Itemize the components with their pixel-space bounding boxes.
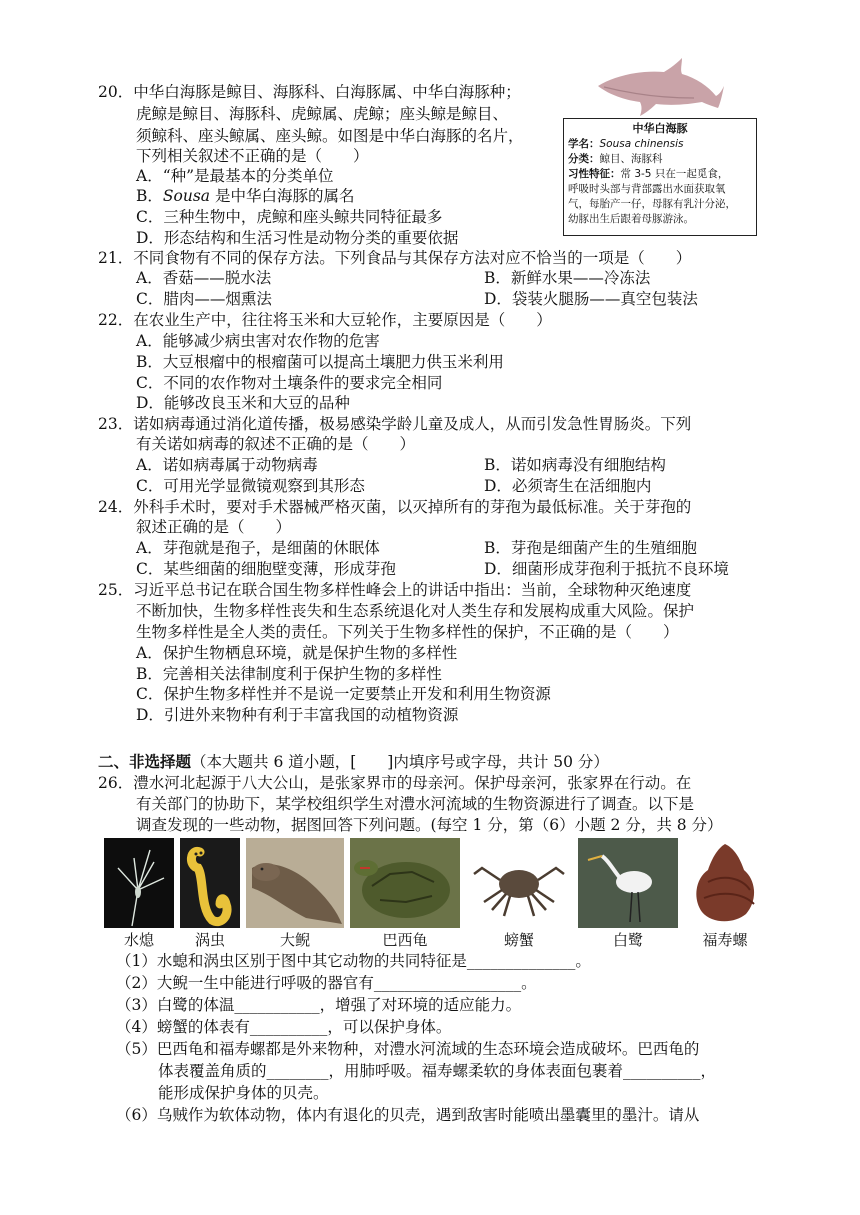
card-title: 中华白海豚 bbox=[632, 122, 688, 135]
q25-option-a: A．保护生物栖息环境，就是保护生物的多样性 bbox=[136, 644, 458, 662]
q26-sub-5-line-2: 体表覆盖角质的________，用肺呼吸。福寿螺柔软的身体表面包裹着__________， bbox=[158, 1062, 717, 1080]
q26-sub-6: （6）乌贼作为软体动物，体内有退化的贝壳，遇到敌害时能喷出墨囊里的墨汁。请从 bbox=[116, 1106, 700, 1124]
q21-option-b: B．新鲜水果——冷冻法 bbox=[484, 269, 651, 287]
q26-sub-2: （2）大鲵一生中能进行呼吸的器官有___________________。 bbox=[116, 974, 537, 992]
card-habit-4: 幼豚出生后跟着母豚游泳。 bbox=[568, 213, 694, 225]
caption-giant-salamander: 大鲵 bbox=[279, 931, 310, 949]
caption-hydra: 水熄 bbox=[123, 931, 154, 949]
red-eared-slider-image bbox=[350, 838, 460, 928]
q23-option-c: C．可用光学显微镜观察到其形态 bbox=[136, 477, 365, 495]
crab-image bbox=[466, 838, 572, 928]
q20-line-4: 下列相关叙述不正确的是（ ） bbox=[136, 147, 369, 165]
q25-option-d: D．引进外来物种有利于丰富我国的动植物资源 bbox=[136, 706, 459, 724]
q23-option-a: A．诺如病毒属于动物病毒 bbox=[136, 456, 318, 474]
q20-option-a: A．“种”是最基本的分类单位 bbox=[136, 167, 334, 185]
q26-sub-5-line-1: （5）巴西龟和福寿螺都是外来物种，对澧水河流域的生态环境会造成破坏。巴西龟的 bbox=[116, 1040, 700, 1058]
q22-option-a: A．能够减少病虫害对农作物的危害 bbox=[136, 332, 380, 350]
q23-line-2: 有关诺如病毒的叙述不正确的是（ ） bbox=[136, 435, 416, 453]
q22-stem: 22．在农业生产中，往往将玉米和大豆轮作，主要原因是（ ） bbox=[98, 311, 552, 329]
q25-option-c: C．保护生物多样性并不是说一定要禁止开发和利用生物资源 bbox=[136, 685, 551, 703]
q26-line-3: 调查发现的一些动物，据图回答下列问题。(每空 1 分，第（6）小题 2 分，共 8 分） bbox=[136, 816, 723, 834]
q24-option-b: B．芽孢是细菌产生的生殖细胞 bbox=[484, 539, 697, 557]
caption-red-eared-slider: 巴西龟 bbox=[382, 931, 428, 949]
q21-option-d: D．袋装火腿肠——真空包装法 bbox=[484, 290, 698, 308]
q25-option-b: B．完善相关法律制度利于保护生物的多样性 bbox=[136, 665, 442, 683]
q24-option-c: C．某些细菌的细胞壁变薄，形成芽孢 bbox=[136, 560, 396, 578]
egret-image bbox=[578, 838, 678, 928]
q24-line-1: 24．外科手术时，要对手术器械严格灭菌，以灭掉所有的芽孢为最低标准。关于芽孢的 bbox=[98, 498, 692, 516]
q26-line-1: 26．澧水河北起源于八大公山，是张家界市的母亲河。保护母亲河，张家界在行动。在 bbox=[98, 774, 692, 792]
q22-option-c: C．不同的农作物对土壤条件的要求完全相同 bbox=[136, 374, 443, 392]
card-habit-3: 气，每胎产一仔，母豚有乳汁分泌， bbox=[568, 198, 736, 210]
q23-line-1: 23．诺如病毒通过消化道传播，极易感染学龄儿童及成人，从而引发急性胃肠炎。下列 bbox=[98, 415, 692, 433]
caption-apple-snail: 福寿螺 bbox=[702, 931, 748, 949]
caption-crab: 螃蟹 bbox=[503, 931, 534, 949]
q24-option-a: A．芽孢就是孢子，是细菌的休眠体 bbox=[136, 539, 380, 557]
q26-sub-4: （4）螃蟹的体表有__________，可以保护身体。 bbox=[116, 1018, 452, 1036]
giant-salamander-image bbox=[246, 838, 344, 928]
apple-snail-image bbox=[684, 838, 766, 928]
q26-sub-1: （1）水螅和涡虫区别于图中其它动物的共同特征是______________。 bbox=[116, 952, 591, 970]
q21-option-a: A．香菇——脱水法 bbox=[136, 269, 272, 287]
card-scientific-name: 学名：Sousa chinensis bbox=[568, 138, 684, 150]
q20-line-3: 须鲸科、座头鲸属、座头鲸。如图是中华白海豚的名片， bbox=[136, 127, 524, 145]
card-habit-1: 习性特征：常 3-5 只在一起觅食， bbox=[568, 168, 729, 180]
q24-option-d: D．细菌形成芽孢利于抵抗不良环境 bbox=[484, 560, 729, 578]
card-classification: 分类：鲸目、海豚科 bbox=[568, 153, 663, 165]
q26-line-2: 有关部门的协助下，某学校组织学生对澧水河流域的生物资源进行了调查。以下是 bbox=[136, 795, 695, 813]
q20-option-b: B．Sousa 是中华白海豚的属名 bbox=[136, 187, 355, 205]
dolphin-image bbox=[594, 56, 724, 118]
section-2-heading: 二、非选择题（本大题共 6 道小题，[ ]内填序号或字母，共计 50 分） bbox=[98, 752, 609, 771]
card-habit-2: 呼吸时头部与背部露出水面获取氧 bbox=[568, 183, 726, 195]
q22-option-d: D．能够改良玉米和大豆的品种 bbox=[136, 394, 350, 412]
q20-line-2: 虎鲸是鲸目、海豚科、虎鲸属、虎鲸；座头鲸是鲸目、 bbox=[136, 105, 509, 123]
dolphin-info-card bbox=[563, 118, 757, 236]
planarian-image bbox=[180, 838, 240, 928]
q26-sub-3: （3）白鹭的体温___________，增强了对环境的适应能力。 bbox=[116, 996, 522, 1014]
q23-option-d: D．必须寄生在活细胞内 bbox=[484, 477, 652, 495]
q20-option-d: D．形态结构和生活习性是动物分类的重要依据 bbox=[136, 229, 459, 247]
q20-option-c: C．三种生物中，虎鲸和座头鲸共同特征最多 bbox=[136, 208, 443, 226]
caption-planarian: 涡虫 bbox=[194, 931, 225, 949]
q21-option-c: C．腊肉——烟熏法 bbox=[136, 290, 272, 308]
q21-stem: 21．不同食物有不同的保存方法。下列食品与其保存方法对应不恰当的一项是（ ） bbox=[98, 249, 692, 267]
q23-option-b: B．诺如病毒没有细胞结构 bbox=[484, 456, 666, 474]
hydra-image bbox=[104, 838, 174, 928]
caption-egret: 白鹭 bbox=[612, 931, 643, 949]
q25-line-2: 不断加快，生物多样性丧失和生态系统退化对人类生存和发展构成重大风险。保护 bbox=[136, 602, 695, 620]
q26-sub-5-line-3: 能形成保护身体的贝壳。 bbox=[158, 1084, 329, 1102]
q25-line-3: 生物多样性是全人类的责任。下列关于生物多样性的保护，不正确的是（ ） bbox=[136, 623, 679, 641]
q24-line-2: 叙述正确的是（ ） bbox=[136, 518, 292, 536]
q25-line-1: 25．习近平总书记在联合国生物多样性峰会上的讲话中指出：当前，全球物种灭绝速度 bbox=[98, 581, 692, 599]
q20-line-1: 20．中华白海豚是鲸目、海豚科、白海豚属、中华白海豚种； bbox=[98, 83, 521, 101]
q22-option-b: B．大豆根瘤中的根瘤菌可以提高土壤肥力供玉米利用 bbox=[136, 353, 504, 371]
